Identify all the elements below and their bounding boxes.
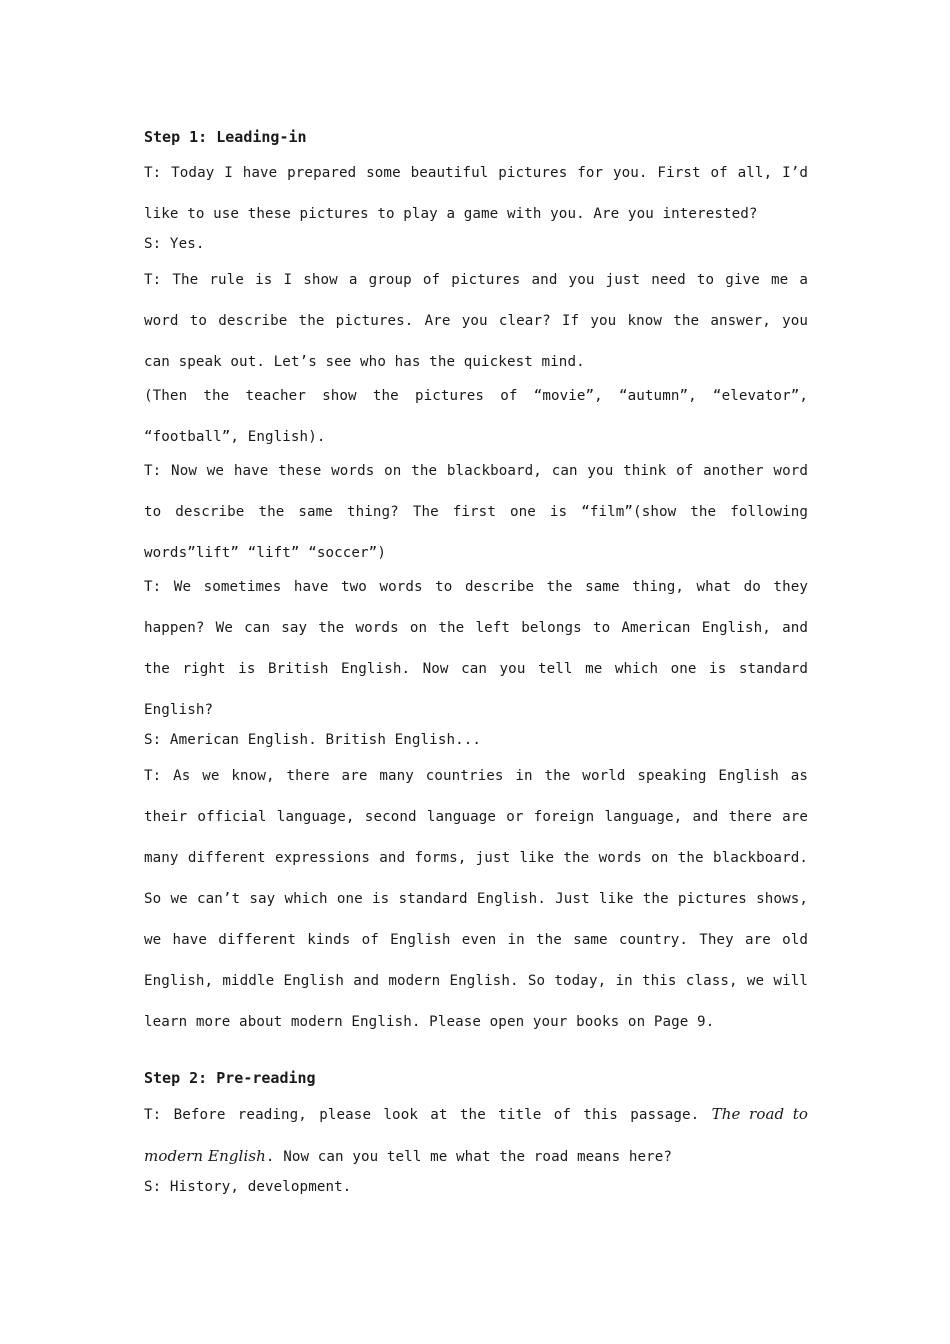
- paragraph-show-pictures: (Then the teacher show the pictures of “movie”, “autumn”, “elevator”, “football”, English).: [144, 388, 808, 445]
- paragraph-teacher-title: [144, 1094, 808, 1178]
- step1-heading: Step 1: Leading-in: [144, 128, 307, 146]
- text-segment: . Now can you tell me what the road means here?: [265, 1149, 673, 1165]
- step2-heading: Step 2: Pre-reading: [144, 1069, 316, 1087]
- paragraph-student-answer: S: American English. British English...: [144, 732, 482, 748]
- paragraph-teacher-two-words: T: We sometimes have two words to describe the same thing, what do they happen? We can say the words on the left belongs to American English, and the right is British English. Now can you tell me which one is standard English?: [144, 579, 808, 718]
- paragraph-teacher-countries: T: As we know, there are many countries in the world speaking English as their official language, second language or foreign language, and there are many different expressions and forms, just like the words on the blackboard. So we can’t say which one is standard English. Just like the pictures shows, we have different kinds of English even in the same country. They are old English, middle English and modern English. So today, in this class, we will learn more about modern English. Please open your books on Page 9.: [144, 768, 808, 1030]
- paragraph-teacher-rule: T: The rule is I show a group of pictures and you just need to give me a word to describe the pictures. Are you clear? If you know the answer, you can speak out. Let’s see who has the quickest mind.: [144, 272, 808, 370]
- passage-title: The road to modern English: [144, 1105, 809, 1165]
- paragraph-student-yes: S: Yes.: [144, 236, 205, 252]
- paragraph-teacher-intro: T: Today I have prepared some beautiful pictures for you. First of all, I’d like to use these pictures to play a game with you. Are you interested?: [144, 165, 808, 222]
- paragraph-teacher-words: T: Now we have these words on the blackboard, can you think of another word to describe the same thing? The first one is “film”(show the following words”lift” “lift” “soccer”): [144, 463, 808, 561]
- text-segment: T: Before reading, please look at the title of this passage.: [144, 1107, 712, 1123]
- paragraph-student-history: S: History, development.: [144, 1179, 352, 1195]
- document-page: [144, 124, 808, 1210]
